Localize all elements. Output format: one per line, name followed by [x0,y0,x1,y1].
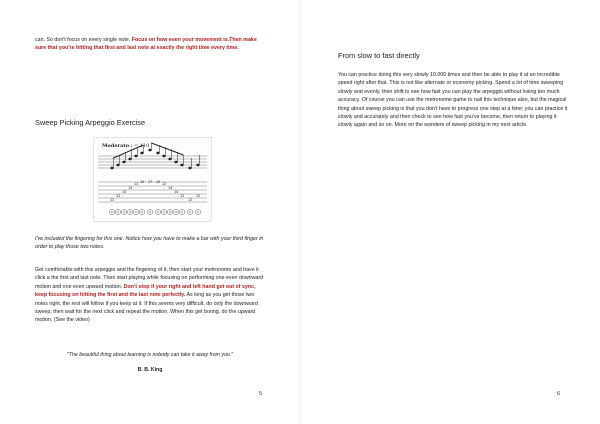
practice-paragraph [35,266,267,325]
quote-text: "The beautiful thing about learning is nobody can take it away from you." [66,352,234,358]
svg-text:14: 14 [128,186,133,190]
svg-text:12: 12 [162,182,167,186]
quote-author: B. B. King [137,367,163,373]
arpeggio-notation [94,138,211,221]
page-number-left: 5 [259,391,263,397]
arpeggio-figure [93,137,212,222]
tab-fret-numbers [110,180,200,202]
svg-text:14: 14 [122,190,127,194]
svg-text:12: 12 [116,194,121,198]
svg-text:15: 15 [156,180,161,184]
svg-text:14: 14 [168,186,173,190]
svg-text:12: 12 [180,194,185,198]
fingering-numbers [111,210,199,214]
figure-caption: I've included the fingering for this one. Notice how you have to make a bar with your third finger in order to play those two notes. [35,236,264,251]
right-heading: From slow to fast directly [338,51,420,60]
svg-text:1: 1 [163,210,165,215]
svg-text:15: 15 [140,180,145,184]
svg-text:14: 14 [174,190,179,194]
svg-text:12: 12 [188,198,193,202]
svg-text:1: 1 [189,210,191,215]
right-body-paragraph: You can practice doing this very slowly 10.000 times and then be able to play it at an incredible speed right after that. This is not like alternate or economy picking. Spend a lot of time sweeping slowly and evenly, then shift to see how fast you can play the arpeggio without losing too much accuracy. Of course you can use the metronome game to nail this technique also, but the magical thing about sweep picking is that you don't have to progress one step at a time; you can practice it slowly and accurately and then check to see how fast you've become, then return to playing it slowly again and so on. More on the wonders of sweep picking in my next article. [338,72,568,129]
svg-text:1: 1 [135,210,137,215]
tempo-label: Moderato [102,143,130,149]
intro-paragraph [35,36,267,53]
svg-text:1: 1 [197,210,199,215]
svg-text:3: 3 [175,210,177,215]
svg-text:1: 1 [181,210,183,215]
practice-text-1: Get comfortable with this arpeggio and the fingering of it, then start your metronome and have it click a the first and last note. Then start playing while focusing on performing one even downward motion and one even upward motion. [35,267,264,290]
svg-text:1: 1 [117,210,119,215]
practice-red-emphasis: Don't stop if your right and left hand get out of sync, keep focusing on hitting the first and the last note perfectly. [35,283,256,299]
svg-text:1: 1 [111,210,113,215]
svg-text:12: 12 [196,194,201,198]
svg-text:12: 12 [134,182,139,186]
svg-text:12: 12 [110,198,115,202]
svg-text:2: 2 [141,210,143,215]
intro-plain-text: can. So don't focus on every single note. [35,37,132,43]
svg-text:3: 3 [129,210,131,215]
svg-text:3: 3 [169,210,171,215]
page-number-right: 6 [557,391,561,397]
practice-text-2: As long as you get those two notes right, the rest will follow if you keep at it. If this seems very difficult, do only the downward sweep, then wait for the next click and repeat the motion. When this get boring, do the upward motion. (See the video) [35,292,258,324]
intro-red-emphasis: Focus on how even your movement is.Then make sure that you're hitting that first and last note at exactly the right time every time. [35,37,257,52]
svg-text:2: 2 [157,210,159,215]
tempo-value: ♩ = 110 [130,143,150,149]
svg-text:4: 4 [149,210,151,215]
right-page [300,0,600,424]
svg-text:3: 3 [123,210,125,215]
svg-text:17: 17 [148,180,153,184]
exercise-heading: Sweep Picking Arpeggio Exercise [35,118,146,127]
